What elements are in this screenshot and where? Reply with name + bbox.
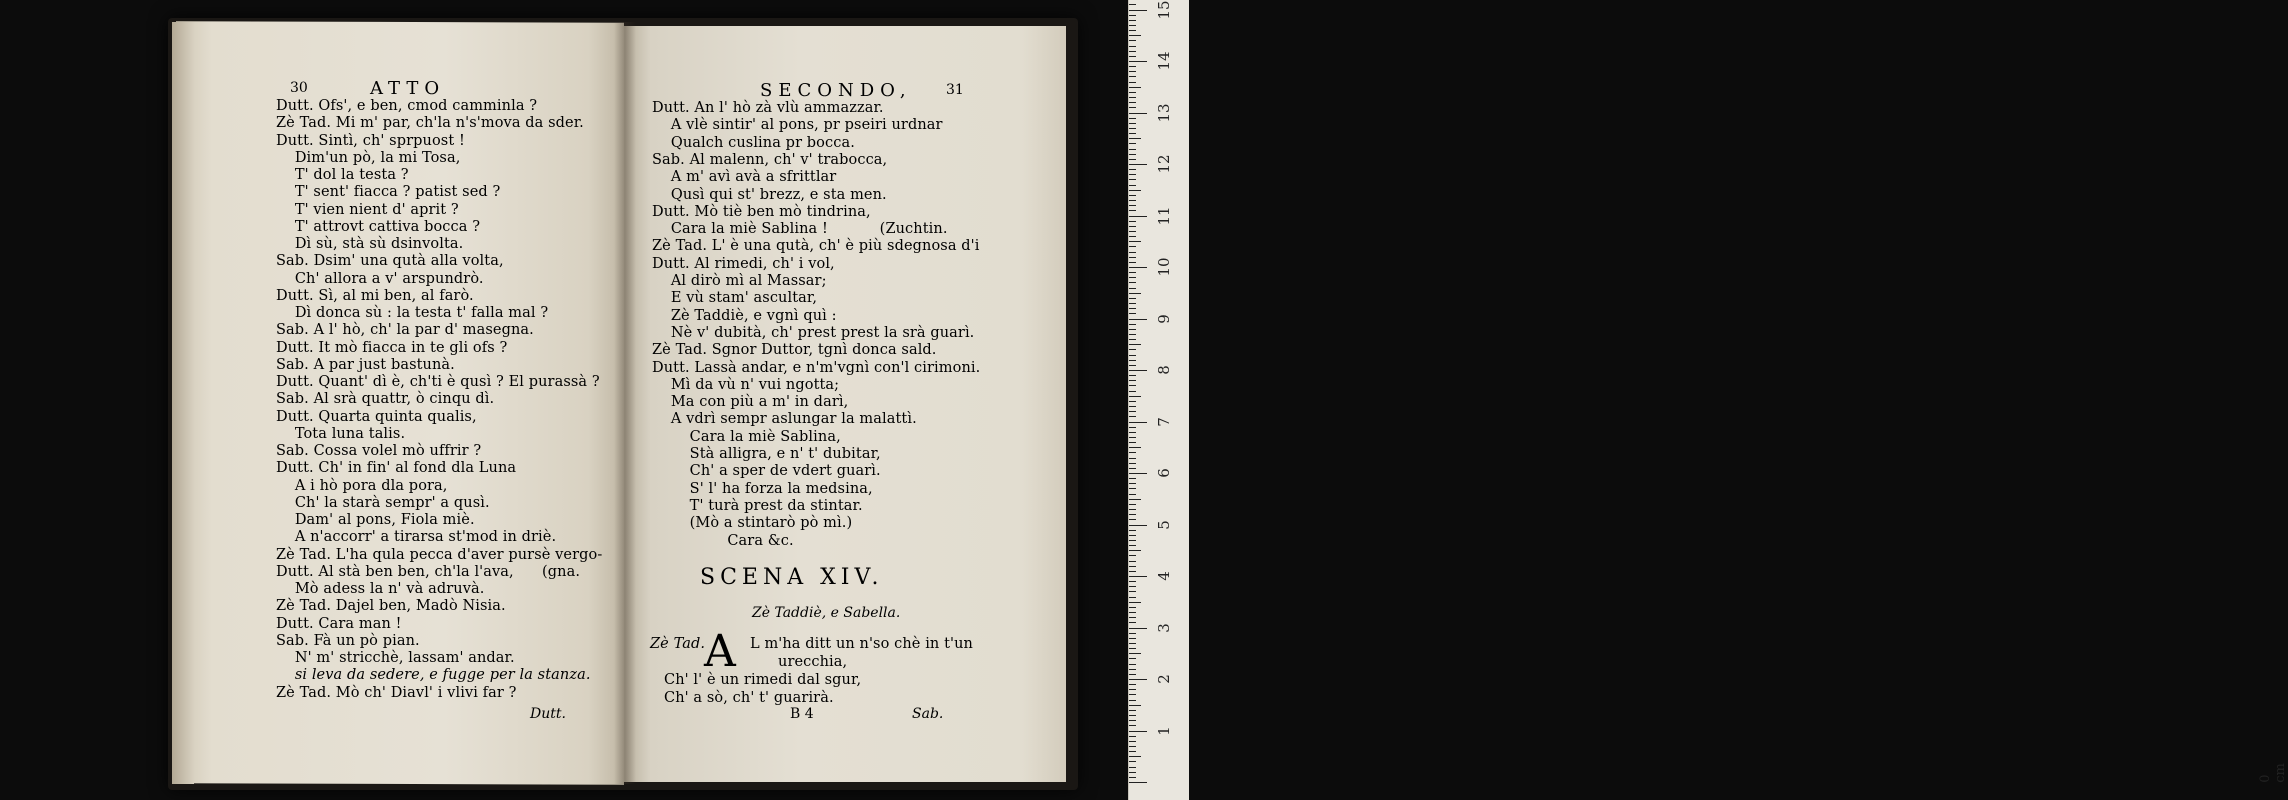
ruler-tick: [1129, 272, 1136, 273]
text-line: Sab. Cossa volel mò uffrir ?: [276, 443, 482, 459]
text-line: Dutt. Quarta quinta qualis,: [276, 408, 477, 425]
text-line: Mì da vù n' vui ngotta;: [652, 376, 840, 393]
text-line: Nè v' dubità, ch' prest prest la srà guarì.: [652, 324, 975, 341]
ruler-tick: [1129, 319, 1147, 320]
text-line: Ma con più a m' in darì,: [652, 394, 849, 411]
ruler-tick: [1129, 313, 1136, 314]
ruler-tick: [1129, 689, 1136, 690]
scene-text-line: urecchia,: [778, 654, 848, 670]
ruler-tick: [1129, 30, 1136, 31]
text-line: Cara la miè Sablina,: [652, 428, 841, 445]
text-line: Dutt. Cara man !: [276, 615, 402, 632]
ruler-tick: [1129, 597, 1136, 598]
ruler-tick: [1129, 591, 1136, 592]
ruler-tick: [1129, 46, 1136, 47]
ruler-tick: [1129, 509, 1136, 510]
ruler-tick: [1129, 664, 1136, 665]
ruler-number: 1: [1155, 725, 1173, 736]
text-line: A vdrì sempr aslungar la malattì.: [652, 411, 917, 428]
ruler-tick: [1129, 159, 1136, 160]
ruler-tick: [1129, 586, 1136, 587]
ruler-tick: [1129, 133, 1136, 134]
drop-cap: A: [704, 626, 736, 677]
ruler-tick: [1129, 128, 1136, 129]
text-line: T' dol la testa ?: [276, 167, 409, 183]
ruler-tick: [1129, 746, 1136, 747]
ruler-tick: [1129, 756, 1141, 757]
text-line: Zè Tad. L' è una qutà, ch' è più sdegnosa d'i: [652, 238, 980, 255]
ruler-tick: [1129, 365, 1136, 366]
ruler-tick: [1129, 736, 1136, 737]
ruler-tick: [1129, 143, 1136, 144]
ruler-tick: [1129, 679, 1147, 680]
ruler-tick: [1129, 519, 1136, 520]
ruler-tick: [1129, 360, 1136, 361]
ruler-tick: [1129, 355, 1136, 356]
text-line: A i hò pora dla pora,: [276, 477, 448, 494]
ruler-tick: [1129, 138, 1141, 139]
ruler-tick: [1129, 617, 1136, 618]
ruler-tick: [1129, 113, 1147, 114]
ruler-tick: [1129, 437, 1136, 438]
text-line: Sab. A l' hò, ch' la par d' masegna.: [276, 322, 534, 339]
ruler-tick: [1129, 411, 1136, 412]
ruler-tick: [1129, 741, 1136, 742]
ruler-tick: [1129, 370, 1147, 371]
ruler-tick: [1129, 308, 1136, 309]
text-line: Dim'un pò, la mi Tosa,: [276, 149, 461, 166]
text-line: Dutt. Al stà ben ben, ch'la l'ava, (gna.: [276, 563, 581, 580]
text-line: Zè Tad. Mò ch' Diavl' i vlivi far ?: [276, 684, 517, 701]
ruler-tick: [1129, 185, 1136, 186]
text-line: Cara &c.: [652, 532, 794, 549]
ruler-tick: [1129, 123, 1136, 124]
text-line: Ch' la starà sempr' a qusì.: [276, 494, 490, 511]
ruler-tick: [1129, 406, 1136, 407]
ruler-tick: [1129, 550, 1141, 551]
ruler-tick: [1129, 447, 1141, 448]
ruler-tick: [1129, 298, 1136, 299]
signature-mark: B 4: [790, 706, 814, 722]
ruler-tick: [1129, 607, 1136, 608]
ruler-number: 12: [1155, 154, 1173, 174]
ruler-tick: [1129, 76, 1136, 77]
ruler-tick: [1129, 277, 1136, 278]
ruler-tick: [1129, 561, 1136, 562]
ruler-tick: [1129, 349, 1136, 350]
ruler-tick: [1129, 102, 1136, 103]
ruler-tick: [1129, 571, 1136, 572]
ruler-tick: [1129, 210, 1136, 211]
ruler-tick: [1129, 190, 1141, 191]
scene-text-line: Ch' a sò, ch' t' guarirà.: [664, 690, 834, 706]
text-line: Sab. Al malenn, ch' v' trabocca,: [652, 151, 888, 168]
ruler-tick: [1129, 293, 1141, 294]
ruler-tick: [1129, 15, 1136, 16]
ruler-tick: [1129, 375, 1136, 376]
ruler-tick: [1129, 767, 1136, 768]
ruler-tick: [1129, 339, 1136, 340]
ruler-tick: [1129, 602, 1141, 603]
text-line: si leva da sedere, e fugge per la stanza.: [276, 667, 591, 684]
ruler-unit-label: 0 cm: [2257, 763, 2288, 783]
ruler-tick: [1129, 463, 1136, 464]
text-line: Dutt. Ch' in fin' al fond dla Luna: [276, 460, 517, 477]
ruler-tick: [1129, 71, 1136, 72]
ruler-tick: [1129, 40, 1136, 41]
ruler-tick: [1129, 694, 1136, 695]
ruler-tick: [1129, 329, 1136, 330]
ruler-tick: [1129, 195, 1136, 196]
ruler-tick: [1129, 226, 1136, 227]
ruler-tick: [1129, 483, 1136, 484]
text-line: Dì sù, stà sù dsinvolta.: [276, 236, 464, 252]
ruler-tick: [1129, 452, 1136, 453]
text-line: Dutt. Ofs', e ben, cmod camminla ?: [276, 98, 538, 114]
text-line: Mò adess la n' và adruvà.: [276, 581, 485, 597]
ruler-tick: [1129, 51, 1136, 52]
ruler-tick: [1129, 684, 1136, 685]
ruler-number: 14: [1155, 51, 1173, 71]
ruler-tick: [1129, 149, 1136, 150]
ruler-tick: [1129, 205, 1136, 206]
ruler-number: 9: [1155, 313, 1173, 324]
ruler-tick: [1129, 200, 1136, 201]
ruler-tick: [1129, 56, 1136, 57]
ruler-tick: [1129, 761, 1136, 762]
measurement-ruler: [1128, 0, 2288, 800]
text-line: Stà alligra, e n' t' dubitar,: [652, 446, 881, 462]
ruler-tick: [1129, 581, 1136, 582]
ruler-tick: [1129, 427, 1136, 428]
text-line: Dutt. Sì, al mi ben, al farò.: [276, 287, 474, 304]
text-line: T' turà prest da stintar.: [652, 497, 863, 514]
text-line: Sab. Fà un pò pian.: [276, 632, 420, 649]
ruler-tick: [1129, 107, 1136, 108]
ruler-tick: [1129, 576, 1147, 577]
ruler-number: 15: [1155, 0, 1173, 20]
ruler-tick: [1129, 555, 1136, 556]
text-line: A vlè sintir' al pons, pr pseiri urdnar: [652, 117, 943, 134]
ruler-tick: [1129, 246, 1136, 247]
text-line: Zè Taddiè, e vgnì quì :: [652, 307, 837, 324]
ruler-tick: [1129, 20, 1136, 21]
ruler-tick: [1129, 669, 1136, 670]
ruler-tick: [1129, 715, 1136, 716]
text-line: Dutt. Quant' dì è, ch'ti è qusì ? El purassà ?: [276, 374, 600, 390]
ruler-tick: [1129, 612, 1136, 613]
right-page-number: 31: [946, 82, 964, 98]
ruler-number: 11: [1155, 205, 1173, 226]
text-line: Zè Tad. Dajel ben, Madò Nisia.: [276, 598, 506, 615]
text-line: E vù stam' ascultar,: [652, 290, 818, 307]
text-line: T' sent' fiacca ? patist sed ?: [276, 184, 501, 201]
ruler-tick: [1129, 674, 1136, 675]
left-running-header: ATTO: [370, 78, 446, 99]
ruler-tick: [1129, 97, 1136, 98]
ruler-tick: [1129, 648, 1136, 649]
ruler-tick: [1129, 782, 1147, 783]
ruler-tick: [1129, 442, 1136, 443]
scene-speaker: Zè Tad.: [650, 636, 706, 652]
ruler-tick: [1129, 164, 1147, 165]
scene-text-line: L m'ha ditt un n'so chè in t'un: [750, 636, 973, 652]
ruler-tick: [1129, 4, 1136, 5]
ruler-number: 4: [1155, 571, 1173, 581]
text-line: Ch' a sper de vdert guarì.: [652, 463, 881, 480]
ruler-tick: [1129, 236, 1136, 237]
ruler-tick: [1129, 658, 1136, 659]
text-line: Al dirò mì al Massar;: [652, 273, 827, 289]
ruler-tick: [1129, 241, 1141, 242]
scene-text-line: Ch' l' è un rimedi dal sgur,: [664, 672, 862, 688]
text-line: Tota luna talis.: [276, 425, 406, 442]
ruler-tick: [1129, 344, 1141, 345]
ruler-tick: [1129, 494, 1136, 495]
text-line: Dì donca sù : la testa t' falla mal ?: [276, 305, 549, 321]
page-edges: [172, 22, 194, 784]
text-line: S' l' ha forza la medsina,: [652, 480, 873, 497]
ruler-tick: [1129, 504, 1136, 505]
text-line: Dutt. Sintì, ch' sprpuost !: [276, 132, 465, 149]
text-line: Qualch cuslina pr bocca.: [652, 134, 855, 151]
scene-subtitle: Zè Taddiè, e Sabella.: [752, 605, 901, 621]
ruler-tick: [1129, 628, 1147, 629]
ruler-tick: [1129, 777, 1136, 778]
ruler-tick: [1129, 288, 1136, 289]
ruler-tick: [1129, 35, 1141, 36]
ruler-tick: [1129, 710, 1136, 711]
ruler-number: 6: [1155, 468, 1173, 478]
ruler-tick: [1129, 473, 1147, 474]
text-line: Dutt. An l' hò zà vlù ammazzar.: [652, 100, 884, 116]
ruler-tick: [1129, 488, 1136, 489]
ruler-tick: [1129, 334, 1136, 335]
ruler-tick: [1129, 174, 1136, 175]
left-page-number: 30: [290, 80, 308, 96]
ruler-tick: [1129, 92, 1136, 93]
ruler-tick: [1129, 154, 1136, 155]
ruler-tick: [1129, 416, 1136, 417]
ruler-tick: [1129, 514, 1136, 515]
text-line: Zè Tad. Mi m' par, ch'la n's'mova da sder.: [276, 115, 584, 132]
ruler-tick: [1129, 720, 1136, 721]
text-line: Qusì qui st' brezz, e sta men.: [652, 186, 887, 203]
ruler-number: 10: [1155, 257, 1173, 277]
ruler-tick: [1129, 638, 1136, 639]
text-line: A n'accorr' a tirarsa st'mod in driè.: [276, 529, 557, 546]
ruler-tick: [1129, 324, 1136, 325]
ruler-number: 7: [1155, 416, 1173, 427]
ruler-tick: [1129, 118, 1136, 119]
ruler-tick: [1129, 66, 1136, 67]
text-line: Sab. Dsim' una qutà alla volta,: [276, 253, 504, 270]
text-line: T' attrovt cattiva bocca ?: [276, 218, 481, 235]
ruler-tick: [1129, 385, 1136, 386]
ruler-tick: [1129, 216, 1147, 217]
text-line: N' m' stricchè, lassam' andar.: [276, 650, 515, 666]
text-line: Dutt. It mò fiacca in te gli ofs ?: [276, 339, 508, 356]
ruler-tick: [1129, 262, 1136, 263]
ruler-number: 5: [1155, 519, 1173, 530]
ruler-tick: [1129, 653, 1141, 654]
ruler-tick: [1129, 267, 1147, 268]
ruler-number: 3: [1155, 622, 1173, 633]
ruler-tick: [1129, 478, 1136, 479]
ruler-tick: [1129, 535, 1136, 536]
ruler-tick: [1129, 566, 1136, 567]
ruler-tick: [1129, 257, 1136, 258]
ruler-tick: [1129, 401, 1136, 402]
ruler-tick: [1129, 282, 1136, 283]
text-line: Sab. Al srà quattr, ò cinqu dì.: [276, 391, 495, 408]
ruler-tick: [1129, 303, 1136, 304]
left-catchword: Dutt.: [530, 706, 566, 722]
text-line: Dutt. Lassà andar, e n'm'vgnì con'l cirimoni.: [652, 359, 981, 376]
ruler-tick: [1129, 25, 1136, 26]
scene-title: SCENA XIV.: [700, 565, 884, 590]
ruler-tick: [1129, 705, 1141, 706]
ruler-tick: [1129, 179, 1136, 180]
ruler-tick: [1129, 380, 1136, 381]
ruler-number: 2: [1155, 674, 1173, 684]
ruler-tick: [1129, 545, 1136, 546]
ruler-tick: [1129, 700, 1136, 701]
text-line: (Mò a stintarò pò mì.): [652, 515, 853, 532]
text-line: Dutt. Al rimedi, ch' i vol,: [652, 255, 835, 272]
text-line: A m' avì avà a sfrittlar: [652, 169, 837, 186]
ruler-tick: [1129, 458, 1136, 459]
ruler-tick: [1129, 391, 1136, 392]
ruler-tick: [1129, 422, 1147, 423]
text-line: T' vien nient d' aprit ?: [276, 201, 459, 218]
ruler-tick: [1129, 633, 1136, 634]
text-line: Dam' al pons, Fiola miè.: [276, 512, 475, 528]
ruler-number: 8: [1155, 365, 1173, 375]
text-line: Cara la miè Sablina ! (Zuchtin.: [652, 221, 948, 238]
ruler-tick: [1129, 252, 1136, 253]
text-line: Ch' allora a v' arspundrò.: [276, 270, 484, 287]
ruler-tick: [1129, 772, 1136, 773]
ruler-tick: [1129, 432, 1136, 433]
ruler-number: 13: [1155, 102, 1173, 123]
ruler-tick: [1129, 725, 1136, 726]
ruler-tick: [1129, 468, 1136, 469]
text-line: Zè Tad. L'ha qula pecca d'aver pursè vergo-: [276, 546, 603, 563]
ruler-tick: [1129, 622, 1136, 623]
ruler-tick: [1129, 751, 1136, 752]
ruler-tick: [1129, 10, 1147, 11]
ruler-tick: [1129, 82, 1136, 83]
ruler-tick: [1129, 87, 1141, 88]
right-running-header: SECONDO,: [760, 80, 912, 101]
ruler-tick: [1129, 499, 1141, 500]
text-line: Dutt. Mò tiè ben mò tindrina,: [652, 203, 871, 220]
ruler-tick: [1129, 169, 1136, 170]
ruler-tick: [1129, 61, 1147, 62]
right-catchword: Sab.: [912, 706, 944, 722]
text-line: Zè Tad. Sgnor Duttor, tgnì donca sald.: [652, 342, 937, 359]
ruler-tick: [1129, 396, 1141, 397]
book-gutter: [614, 22, 636, 784]
ruler-tick: [1129, 643, 1136, 644]
ruler-tick: [1129, 525, 1147, 526]
ruler-tick: [1129, 530, 1136, 531]
ruler-tick: [1129, 231, 1136, 232]
ruler-tick: [1129, 540, 1136, 541]
text-line: Sab. A par just bastunà.: [276, 356, 455, 373]
ruler-tick: [1129, 731, 1147, 732]
ruler-tick: [1129, 221, 1136, 222]
